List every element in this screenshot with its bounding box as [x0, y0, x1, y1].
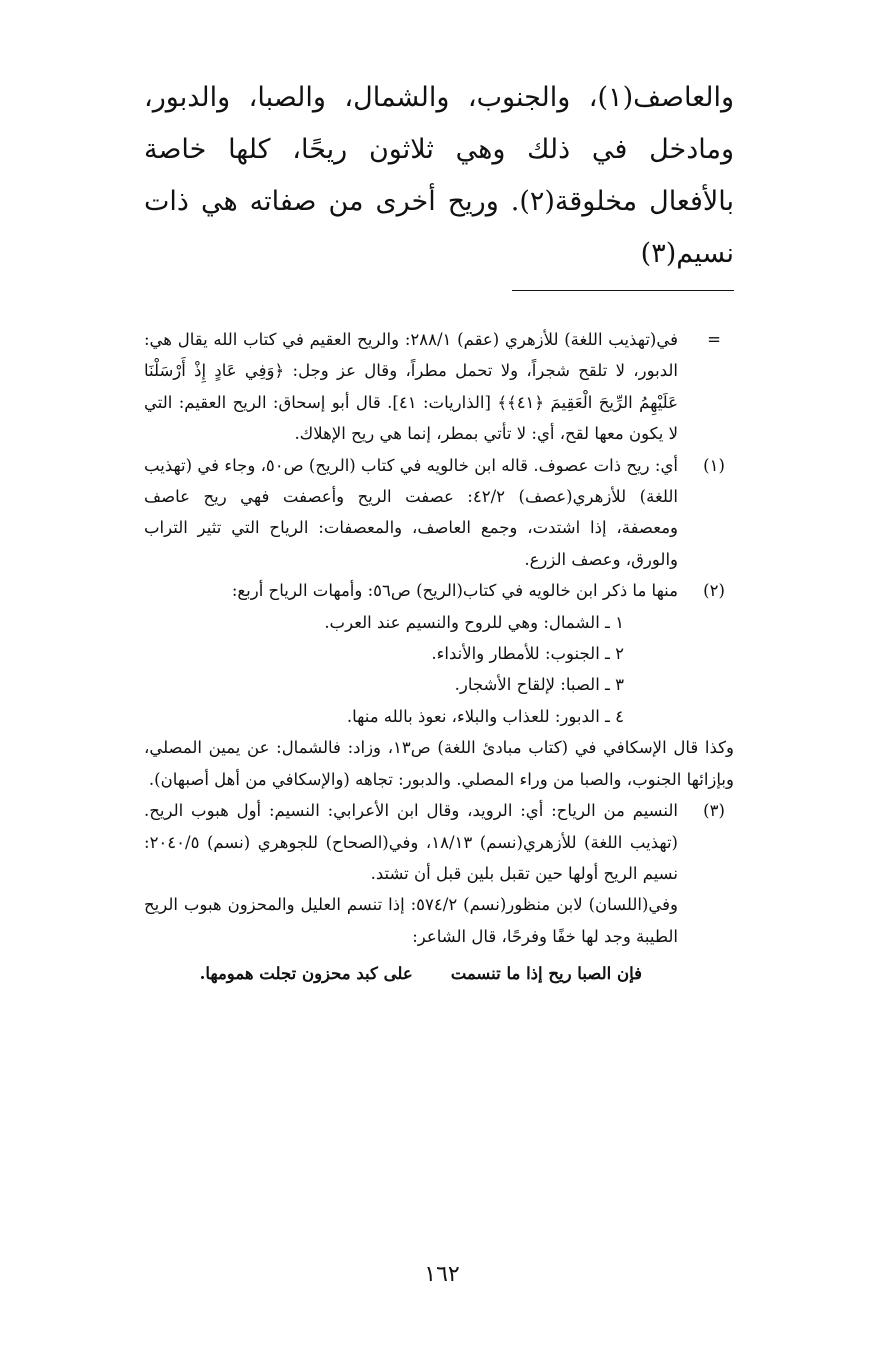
main-paragraph: والعاصف(١)، والجنوب، والشمال، والصبا، والدبور، ومادخل في ذلك وهي ثلاثون ريحًا، كلها خاصة بالأفعال مخلوقة(٢). وريح أخرى من صفاته هي ذات نسيم(٣): [144, 82, 734, 269]
footnote-2-list: [144, 607, 734, 733]
footnote-continuation-text: في(تهذيب اللغة) للأزهري (عقم) ٢٨٨/١: والريح العقيم في كتاب الله يقال هي: الدبور، لا تلقح شجراً، ولا تحمل مطراً، وقال عز وجل: ﴿وَفِي عَادٍ إِذْ أَرْسَلْنَا عَلَيْهِمُ الرِّيحَ الْعَقِيمَ ﴿٤١﴾﴾ [الذاريات: ٤١]. قال أبو إسحاق: الريح العقيم: التي لا يكون معها لقح، أي: لا تأتي بمطر، إنما هي ريح الإهلاك.: [144, 330, 678, 444]
main-text-block: [144, 72, 734, 280]
footnote-3-text: النسيم من الرياح: أي: الرويد، وقال ابن الأعرابي: النسيم: أول هبوب الريح. (تهذيب اللغة) للأزهري(نسم) ١٨/١٣، وفي(الصحاح) للجوهري (نسم) ٢٠٤٠/٥: نسيم الريح أولها حين تقبل بلين قبل أن تشتد.: [144, 801, 678, 883]
footnote-1: [144, 450, 734, 576]
poem-verse: [144, 958, 734, 989]
footnote-3: [144, 795, 734, 889]
footnote-2: [144, 575, 734, 606]
footnote-3-continuation: وفي(اللسان) لابن منظور(نسم) ٥٧٤/٢: إذا تنسم العليل والمحزون هبوب الريح الطيبة وجد لها خفًا وفرحًا، قال الشاعر:: [144, 895, 679, 946]
footnote-2-intro: منها ما ذكر ابن خالويه في كتاب(الريح) ص٥٦: وأمهات الرياح أربع:: [231, 581, 678, 601]
page-number: ١٦٢: [424, 1262, 460, 1287]
footnote-divider: [512, 290, 734, 291]
continuation-marker: =: [707, 330, 721, 349]
footnotes-section: [144, 324, 734, 990]
footnote-1-text: أي: ريح ذات عصوف. قاله ابن خالويه في كتاب (الريح) ص٥٠، وجاء في (تهذيب اللغة) للأزهري(عصف) ٤٢/٢: عصفت الريح وأعصفت فهي ريح عاصف ومعصفة، إذا اشتدت، وجمع العاصف، والمعصفات: الرياح التي تثير التراب والورق، وعصف الزرع.: [144, 455, 678, 569]
list-item: ٤ ـ الدبور: للعذاب والبلاء، نعوذ بالله منها.: [346, 706, 624, 726]
list-item: ٢ ـ الجنوب: للأمطار والأنداء.: [431, 644, 624, 664]
list-item: ١ ـ الشمال: وهي للروح والنسيم عند العرب.: [324, 612, 624, 632]
footnote-continuation: [144, 324, 734, 450]
footnote-2-marker: (٢): [703, 581, 725, 601]
footnote-3-marker: (٣): [703, 801, 725, 821]
footnote-2-continuation: وكذا قال الإسكافي في (كتاب مبادئ اللغة) ص١٣، وزاد: فالشمال: عن يمين المصلي، وبإزائها الجنوب، والصبا من وراء المصلي. والدبور: تجاهه (والإسكافي من أهل أصبهان).: [144, 738, 735, 789]
list-item: ٣ ـ الصبا: لإلقاح الأشجار.: [454, 675, 624, 695]
footnote-1-marker: (١): [703, 455, 725, 475]
poem-first-hemistich: فإن الصبا ريح إذا ما تنسمت: [450, 964, 642, 984]
poem-second-hemistich: على كبد محزون تجلت همومها.: [199, 964, 413, 984]
